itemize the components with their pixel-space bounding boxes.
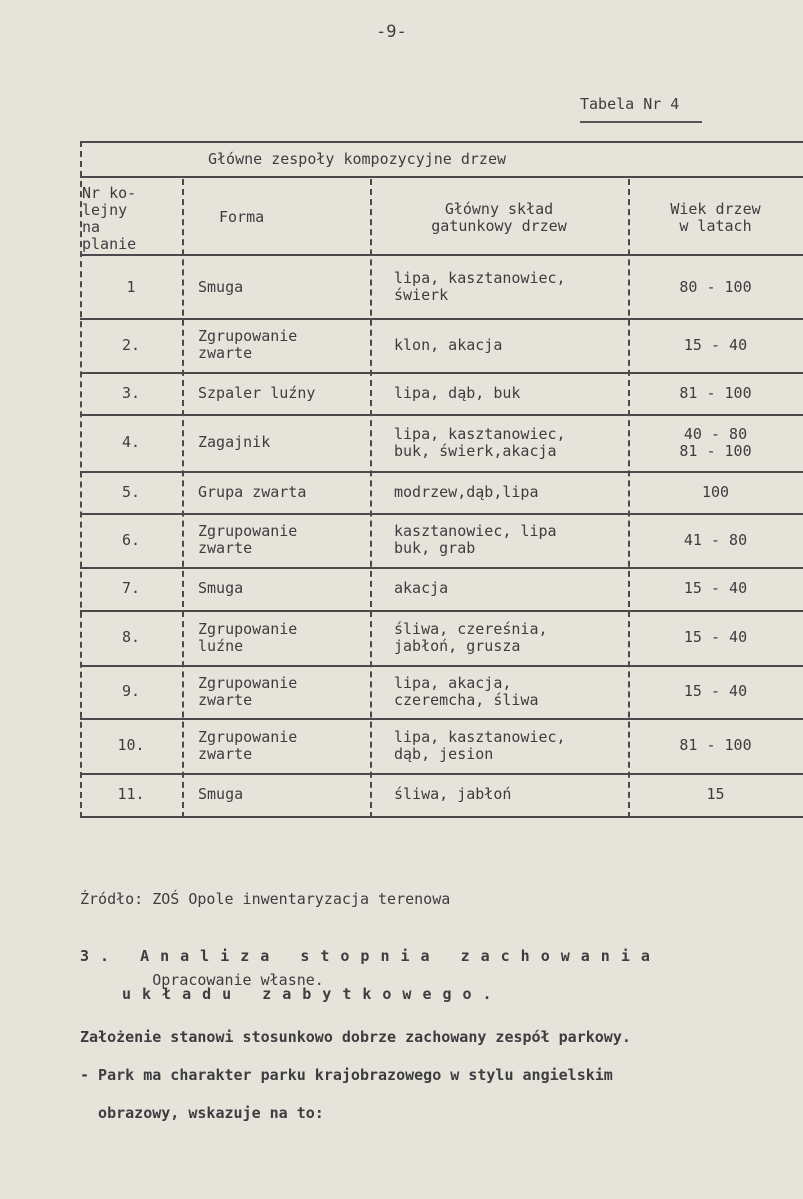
row-wiek: [628, 580, 803, 597]
row-sklad-line: lipa, kasztanowiec,: [394, 269, 566, 287]
row-sklad: [394, 385, 628, 402]
row-nr-line: 5.: [121, 483, 141, 501]
header-nr-line: Nr ko-: [82, 184, 137, 202]
row-sklad: [394, 270, 628, 304]
trees-table: [80, 141, 803, 819]
row-wiek: [628, 629, 803, 646]
row-sklad: [394, 580, 628, 597]
row-forma: [198, 786, 370, 803]
row-forma-line: Smuga: [198, 278, 244, 296]
row-sklad: [394, 729, 628, 763]
row-forma-line: Zgrupowanie: [198, 674, 298, 692]
row-wiek-line: 15: [706, 785, 725, 803]
row-wiek: [628, 532, 803, 549]
column-divider: [182, 179, 184, 818]
row-wiek-line: 15 - 40: [683, 682, 748, 700]
row-divider: [80, 567, 803, 569]
row-sklad-line: świerk: [394, 286, 449, 304]
row-wiek: [628, 426, 803, 460]
row-sklad: [394, 484, 628, 501]
row-wiek: [628, 337, 803, 354]
header-nr-line: planie: [82, 235, 137, 253]
row-divider: [80, 318, 803, 320]
row-nr-line: 10.: [117, 736, 145, 754]
table-title: Główne zespoły kompozycyjne drzew: [208, 150, 507, 168]
row-nr: [80, 532, 182, 549]
row-nr: [80, 683, 182, 700]
row-sklad-line: buk, świerk,akacja: [394, 442, 557, 460]
row-sklad: [394, 621, 628, 655]
section-heading: [80, 937, 661, 1013]
row-forma-line: Zgrupowanie: [198, 728, 298, 746]
row-divider: [80, 610, 803, 612]
row-nr-line: 6.: [121, 531, 141, 549]
row-nr: [80, 385, 182, 402]
row-nr: [80, 737, 182, 754]
table-label: Tabela Nr 4: [580, 95, 680, 113]
header-sklad-line: gatunkowy drzew: [431, 217, 567, 235]
header-wiek-line: w latach: [679, 217, 752, 235]
row-wiek-line: 81 - 100: [679, 384, 752, 402]
header-nr: [82, 185, 180, 253]
row-sklad-line: klon, akacja: [394, 336, 503, 354]
row-divider: [80, 718, 803, 720]
row-wiek-line: 81 - 100: [679, 442, 752, 460]
row-sklad-line: lipa, akacja,: [394, 674, 512, 692]
row-forma-line: Smuga: [198, 579, 244, 597]
row-divider: [80, 471, 803, 473]
row-nr: [80, 337, 182, 354]
row-divider: [80, 665, 803, 667]
row-forma-line: Zgrupowanie: [198, 620, 298, 638]
row-wiek-line: 41 - 80: [683, 531, 748, 549]
header-sklad: [370, 201, 628, 235]
row-nr: [80, 580, 182, 597]
row-nr: [80, 434, 182, 451]
row-forma: [198, 580, 370, 597]
row-nr-line: 3.: [121, 384, 141, 402]
header-bottom-border: [80, 254, 803, 256]
row-sklad-line: śliwa, czereśnia,: [394, 620, 548, 638]
header-sklad-line: Główny skład: [444, 200, 554, 218]
row-wiek: [628, 279, 803, 296]
row-sklad-line: kasztanowiec, lipa: [394, 522, 557, 540]
row-nr-line: 11.: [117, 785, 145, 803]
row-forma: [198, 621, 370, 655]
section-heading-line: układu zabytkowego.: [122, 985, 503, 1003]
row-divider: [80, 414, 803, 416]
row-nr: [80, 484, 182, 501]
section-heading-line: 3. Analiza stopnia zachowania: [80, 947, 661, 965]
row-sklad-line: lipa, kasztanowiec,: [394, 728, 566, 746]
row-wiek: [628, 786, 803, 803]
row-divider: [80, 372, 803, 374]
row-wiek: [628, 737, 803, 754]
row-sklad-line: lipa, dąb, buk: [394, 384, 521, 402]
body-line: Założenie stanowi stosunkowo dobrze zachowany zespół parkowy.: [80, 1028, 631, 1046]
table-label-underline: [580, 121, 702, 123]
row-sklad: [394, 337, 628, 354]
header-forma: [219, 209, 370, 226]
header-nr-line: na: [82, 218, 101, 236]
header-wiek: [628, 201, 803, 235]
row-forma-line: Szpaler luźny: [198, 384, 316, 402]
row-nr-line: 7.: [121, 579, 141, 597]
row-sklad-line: dąb, jesion: [394, 745, 494, 763]
row-sklad: [394, 786, 628, 803]
row-sklad: [394, 675, 628, 709]
row-forma: [198, 279, 370, 296]
table-bottom-border: [80, 816, 803, 818]
row-wiek-line: 15 - 40: [683, 336, 748, 354]
source-line: Źródło: ZOŚ Opole inwentaryzacja terenowa: [80, 890, 451, 908]
row-forma-line: Zgrupowanie: [198, 327, 298, 345]
row-forma-line: Smuga: [198, 785, 244, 803]
row-sklad-line: buk, grab: [394, 539, 476, 557]
row-forma-line: zwarte: [198, 691, 253, 709]
row-nr-line: 9.: [121, 682, 141, 700]
row-nr: [80, 279, 182, 296]
row-wiek-line: 81 - 100: [679, 736, 752, 754]
row-sklad-line: lipa, kasztanowiec,: [394, 425, 566, 443]
row-sklad-line: śliwa, jabłoń: [394, 785, 512, 803]
row-sklad-line: czeremcha, śliwa: [394, 691, 539, 709]
header-nr-line: lejny: [82, 201, 128, 219]
row-divider: [80, 513, 803, 515]
header-divider: [80, 176, 803, 178]
row-wiek-line: 15 - 40: [683, 579, 748, 597]
row-sklad-line: jabłoń, grusza: [394, 637, 521, 655]
row-forma: [198, 729, 370, 763]
row-wiek-line: 15 - 40: [683, 628, 748, 646]
row-forma: [198, 385, 370, 402]
row-wiek: [628, 385, 803, 402]
row-forma-line: Zagajnik: [198, 433, 271, 451]
row-wiek-line: 80 - 100: [679, 278, 752, 296]
row-wiek: [628, 484, 803, 501]
body-text: [80, 1018, 631, 1132]
row-nr-line: 2.: [121, 336, 141, 354]
row-nr-line: 4.: [121, 433, 141, 451]
source-line: Opracowanie własne.: [80, 971, 324, 989]
column-divider: [370, 179, 372, 818]
row-forma-line: Zgrupowanie: [198, 522, 298, 540]
row-nr-line: 8.: [121, 628, 141, 646]
row-forma-line: luźne: [198, 637, 244, 655]
table-top-border: [80, 141, 803, 143]
row-nr-line: 1: [126, 278, 136, 296]
row-forma: [198, 523, 370, 557]
row-nr: [80, 786, 182, 803]
row-divider: [80, 773, 803, 775]
row-forma-line: zwarte: [198, 539, 253, 557]
row-sklad-line: akacja: [394, 579, 449, 597]
row-sklad: [394, 426, 628, 460]
row-wiek: [628, 683, 803, 700]
row-sklad: [394, 523, 628, 557]
row-forma: [198, 328, 370, 362]
header-forma-line: Forma: [219, 208, 265, 226]
row-forma-line: Grupa zwarta: [198, 483, 307, 501]
page-number: -9-: [376, 22, 407, 42]
row-wiek-line: 100: [701, 483, 730, 501]
header-wiek-line: Wiek drzew: [670, 200, 761, 218]
row-forma: [198, 675, 370, 709]
row-forma: [198, 484, 370, 501]
row-forma-line: zwarte: [198, 344, 253, 362]
body-line: obrazowy, wskazuje na to:: [80, 1104, 324, 1122]
row-sklad-line: modrzew,dąb,lipa: [394, 483, 539, 501]
row-nr: [80, 629, 182, 646]
row-forma: [198, 434, 370, 451]
row-forma-line: zwarte: [198, 745, 253, 763]
row-wiek-line: 40 - 80: [683, 425, 748, 443]
body-line: - Park ma charakter parku krajobrazowego w stylu angielskim: [80, 1066, 613, 1084]
